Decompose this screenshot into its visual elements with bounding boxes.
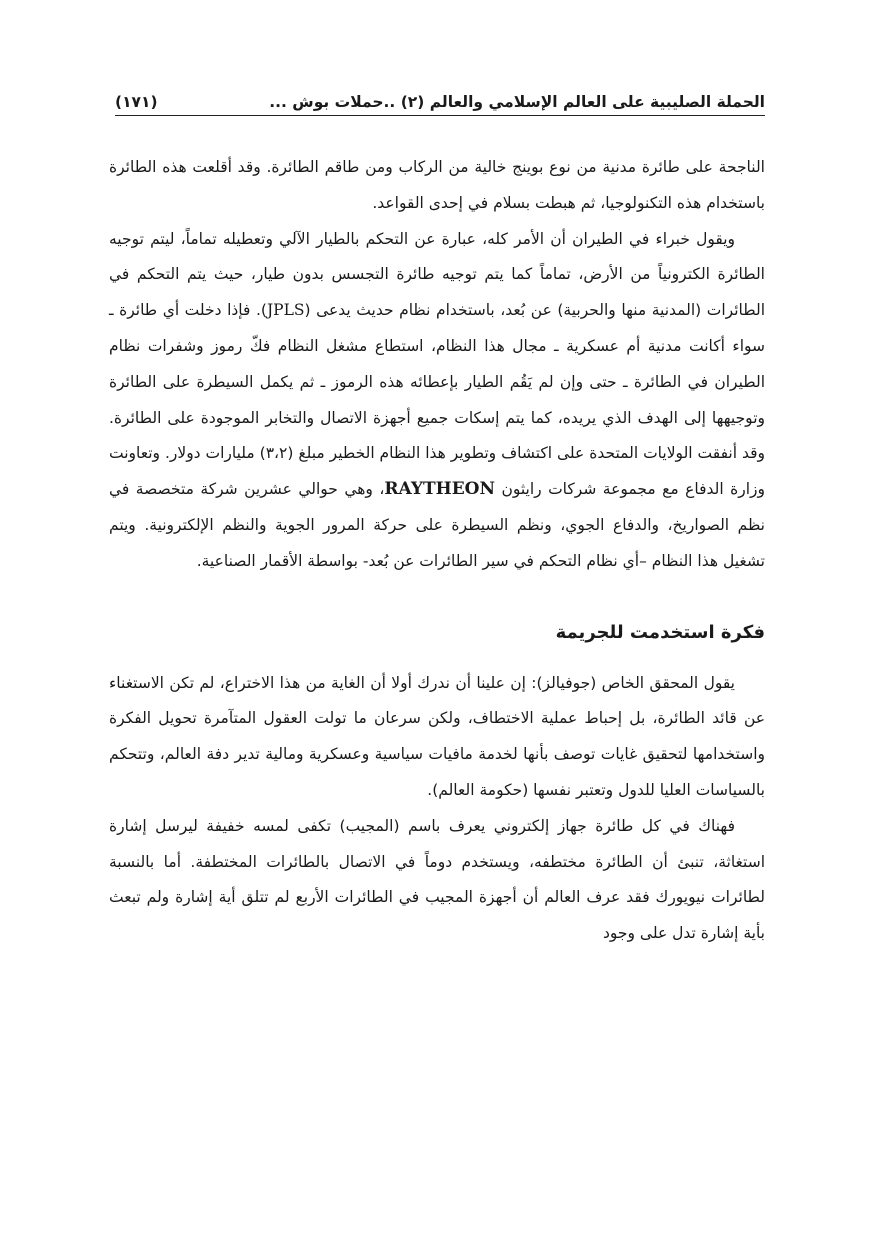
page-number: (١٧١) — [115, 93, 158, 111]
paragraph-text: ويقول خبراء في الطيران أن الأمر كله، عبارة عن التحكم بالطيار الآلي وتعطيله تماماً، ليتم توجيه الطائرة الكترونياً من الأرض، تماماً كما يتم توجيه طائرة التجسس بدون طيار، حيث يتم التحكم في الطائرات (المدنية منها والحربية) عن بُعد، باستخدام نظام حديث يدعى ( — [109, 229, 766, 320]
paragraph-text: ). فإذا دخلت أي طائرة ـ سواء أكانت مدنية أم عسكرية ـ مجال هذا النظام، استطاع مشغل النظام فكّ رموز وشفرات نظام الطيران في الطائرة ـ حتى وإن لم يَقُم الطيار بإعطائه هذه الرموز ـ ثم يكمل السيطرة على الطائرة وتوجيهها إلى الهدف الذي يريده، كما يتم إسكات جميع أجهزة الاتصال والتخابر الموجودة على الطائرة. وقد أنفقت الولايات المتحدة على اكتشاف وتطوير هذا النظام الخطير مبلغ (٣،٢) مليارات دولار. وتعاونت وزارة الدفاع مع مجموعة شركات رايثون — [109, 301, 766, 499]
section-heading: فكرة استخدمت للجريمة — [555, 621, 765, 643]
page-header — [115, 86, 765, 116]
system-code: JPLS — [266, 301, 305, 320]
running-title: الحملة الصليبية على العالم الإسلامي والعالم (٢) ..حملات بوش ... — [269, 93, 765, 111]
paragraph-experts — [109, 222, 765, 580]
paragraph-text: ، وهي حوالي عشرين شركة متخصصة في نظم الصواريخ، والدفاع الجوي، ونظم السيطرة على حركة المرور الجوية والنظم الإلكترونية. ويتم تشغيل هذا النظام –أي نظام التحكم في سير الطائرات عن بُعد- بواسطة الأقمار الصناعية. — [109, 480, 765, 570]
paragraph-investigator: يقول المحقق الخاص (جوفيالز): إن علينا أن ندرك أولا أن الغاية من هذا الاختراع، لم تكن الاستغناء عن قائد الطائرة، بل إحباط عملية الاختطاف، ولكن سرعان ما تولت العقول المتآمرة تحويل الفكرة واستخدامها لتحقيق غايات توصف بأنها لخدمة مافيات سياسية وعسكرية ومالية تدير دفة العالم، وتتحكم بالسياسات العليا للدول وتعتبر نفسها (حكومة العالم). — [109, 673, 765, 799]
company-name: RAYTHEON — [384, 479, 495, 500]
paragraph-intro: الناجحة على طائرة مدنية من نوع بوينج خالية من الركاب ومن طاقم الطائرة. وقد أقلعت هذه الطائرة باستخدام هذه التكنولوجيا، ثم هبطت بسلام في إحدى القواعد. — [109, 158, 765, 212]
paragraph-transponder: فهناك في كل طائرة جهاز إلكتروني يعرف باسم (المجيب) تكفى لمسه خفيفة ليرسل إشارة استغاثة، تنبئ أن الطائرة مختطفه، ويستخدم دوماً في الاتصال بالطائرات المختطفة. أما بالنسبة لطائرات نيويورك فقد عرف العالم أن أجهزة المجيب في الطائرات الأربع لم تتلق أية إشارة ولم تبعث بأية إشارة تدل على وجود — [109, 816, 765, 943]
page-body — [109, 150, 765, 952]
